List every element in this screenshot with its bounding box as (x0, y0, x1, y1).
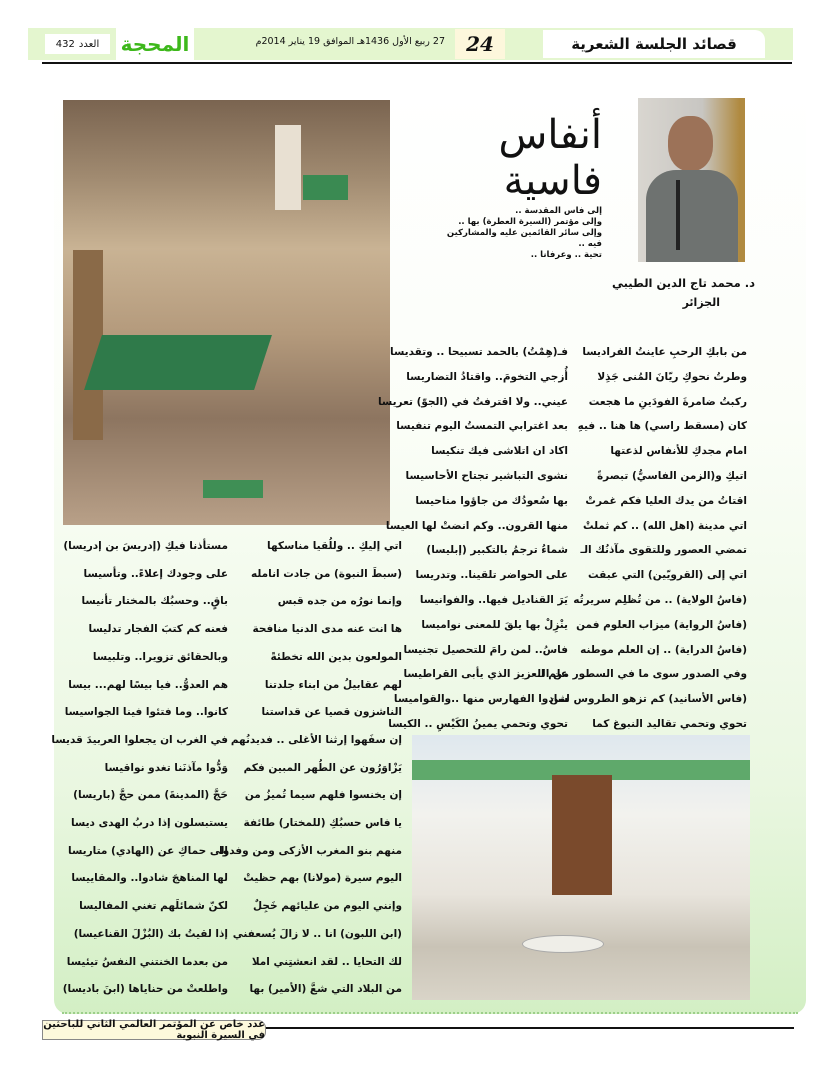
verse-second-hemistich: أُزجي التخومَ.. واقتادُ التضاريسا (406, 370, 568, 383)
green-roof-low (203, 480, 263, 498)
verse-row (413, 544, 747, 564)
verse-second-hemistich: كانوا.. وما فتئوا فينا الجواسيسا (64, 706, 228, 719)
verse-row (413, 495, 747, 515)
verse-first-hemistich: لهم عقابيلُ من ابناء جلدتنا (264, 678, 402, 691)
verse-row (66, 568, 402, 588)
verse-row (385, 519, 747, 540)
dedication-line: وإلى مؤتمر (السيرة العطرة) بها .. (458, 217, 602, 227)
verse-row (403, 668, 747, 688)
dedication-line: إلى فاس المقدسة .. (515, 206, 602, 216)
face-shape (668, 116, 713, 171)
verse-row (403, 643, 747, 664)
verse-second-hemistich: مستأذنا فيكِ (إدريسَ بن إدريسا) (63, 540, 228, 552)
panel-dotted-edge (62, 1008, 798, 1014)
verse-first-hemistich: وإنما نورُه من جده قبس (277, 595, 402, 608)
author-country: الجزائر (682, 296, 720, 309)
footer-label: عدد خاص عن المؤتمر العالمي الثاني للباحثين في السيرة النبوية (43, 1019, 265, 1041)
verse-first-hemistich: كان (مسقط راسي) ها هنا .. فيهِ (577, 420, 747, 433)
verse-second-hemistich: شماءُ ترجمُ بالتكبير (إبليسا) (426, 544, 568, 557)
jacket-shape (646, 170, 738, 262)
verse-first-hemistich: (سبطَ النبوة) من جادت انامله (250, 567, 402, 580)
author-photo (638, 98, 745, 262)
verse-second-hemistich: ينْزِلْ بها يلقَ للمعنى نواميسا (421, 618, 568, 631)
section-title: قصائد الجلسة الشعرية (543, 30, 765, 58)
verse-first-hemistich: وطرتُ نحوكِ ريّانَ المُنى جَذِلا (597, 370, 747, 383)
verse-second-hemistich: اكاد ان اتلاشى فيك تنكيسا (431, 445, 568, 458)
dedication (430, 206, 602, 261)
verse-second-hemistich: يَرَ القناديل فيها.. والفوانيسا (419, 594, 568, 606)
verse-first-hemistich: لك التحايا .. لقد انعشتِني املا (251, 955, 402, 968)
dedication-line: وإلى سائر القائمين عليه والمشاركين فيه .. (446, 228, 602, 249)
verse-first-hemistich: إن يخنسوا فلهم سيما تُميزُ من (244, 789, 402, 802)
verse-first-hemistich: ها انت عنه مدى الدنيا منافحة (252, 623, 402, 636)
verse-second-hemistich: على وجودك إعلاءً.. وتأسيسا (83, 567, 228, 580)
verse-second-hemistich: إلى حماكِ عن (الهادي) متاريسا (68, 844, 228, 857)
issue-date: 27 ربيع الأول 1436هـ الموافق 19 يناير 2014م (255, 36, 445, 47)
verse-first-hemistich: وإنني اليوم من عليائهم خَجِلٌ (253, 900, 402, 913)
verse-second-hemistich: فـ(هِمْتُ) بالحمد تسبيحا .. وتقديسا (390, 346, 568, 358)
green-roof-small (303, 175, 348, 200)
verse-first-hemistich: اتي إليكِ .. وللُقيا مناسكها (267, 540, 402, 552)
verse-second-hemistich: لها المناهجَ شادوا.. والمقاييسا (71, 872, 228, 885)
verse-second-hemistich: فعنه كم كتبَ الفجار تدليسا (88, 623, 228, 636)
wooden-pavilion-shape (552, 775, 612, 895)
verse-row (413, 445, 747, 465)
author-name: د. محمد تاج الدين الطيبي (611, 276, 755, 290)
verse-first-hemistich: وفي الصدور سوى ما في السطور من الـ (538, 668, 747, 681)
verse-row (66, 900, 402, 920)
verse-first-hemistich: من البلاد التي شعَّ (الأمير) بها (249, 983, 402, 996)
verse-first-hemistich: اقتاتُ من يدك العليا فكم غمرتْ (585, 494, 747, 507)
verse-row (66, 789, 402, 809)
verse-second-hemistich: في الغرب ان يجعلوا العربيدَ قديسا (51, 733, 228, 746)
verse-first-hemistich: يا فاس حسبُكِ (للمختار) طائفة (243, 817, 402, 829)
verse-row (51, 733, 402, 754)
verse-first-hemistich: امام مجدكِ للأنفاس لذعتها (610, 445, 747, 458)
verse-row (377, 395, 747, 416)
qarawiyyin-courtyard-photo (412, 735, 750, 1000)
verse-first-hemistich: (فاسُ الولاية) .. من تُظلِم سريرتُه (573, 594, 747, 606)
verse-row (66, 762, 402, 782)
verse-row (66, 595, 402, 615)
verse-first-hemistich: (ابن اللبون) انا .. لا زالَ يُسعفني (232, 927, 402, 940)
verse-second-hemistich: على الحواضر تلقينا.. وتدريسا (415, 569, 568, 582)
verse-second-hemistich: واطلعتْ من حناياها (ابنَ باديسا) (62, 983, 228, 996)
verse-second-hemistich: عيني.. ولا اقترفتُ في (الجوّ) تعريسا (377, 395, 568, 408)
verse-first-hemistich: اتيكِ و(الزمن الفاسيُّ) تبصرةً (596, 470, 747, 482)
verse-second-hemistich: علم العزيز الذي يأبى القراطيسا (403, 668, 568, 681)
verse-row (66, 845, 402, 865)
verse-second-hemistich: حَجَّ (المدينةَ) ممن حجَّ (باريسا) (73, 789, 228, 802)
verse-row (66, 706, 402, 726)
verse-second-hemistich: إذا لقيتُ بك (البُزْلَ القناعيسا) (73, 927, 228, 940)
verse-second-hemistich: منها القرون.. وكم انضتْ لها العيسا (385, 519, 568, 532)
verse-second-hemistich: وبالحقائق تزويرا.. وتلبيسا (92, 650, 228, 663)
verse-second-hemistich: لكنّ شمائلَهم تغني المفاليسا (79, 900, 228, 913)
verse-first-hemistich: المولعون بدين الله تخطئةً (270, 650, 402, 663)
verse-first-hemistich: تحوي وتحمي تقاليد النبوغ كما (592, 718, 747, 730)
verse-second-hemistich: بعد اغترابي التمستُ اليوم تنفيسا (396, 420, 568, 433)
issue-badge (45, 34, 110, 54)
verse-row (406, 370, 747, 391)
verse-first-hemistich: (فاس الأسانيد) كم تزهو الطروس لمن (549, 693, 747, 706)
verse-first-hemistich: (فاسُ الرواية) ميزاب العلوم فمن (576, 618, 747, 631)
verse-first-hemistich: اتي إلى (القرويّين) التي عبقت (588, 569, 747, 582)
verse-first-hemistich: تمضي العصور وللتقوى مآذنُك الـ (580, 544, 747, 557)
verse-first-hemistich: الناشزون قصيا عن قداستنا (261, 706, 402, 719)
footer-rule (262, 1027, 794, 1029)
verse-first-hemistich: يَزْاوَرُون عن الطُهر المبين فكم (243, 761, 402, 774)
verse-row (66, 679, 402, 699)
verse-row (62, 983, 402, 1003)
verse-first-hemistich: منهم بنو المغرب الأزكى ومن وفدوا (219, 844, 402, 857)
verse-first-hemistich: (فاسُ الدراية) .. إن العلم موطنه (580, 643, 747, 656)
verse-row (413, 594, 747, 614)
verse-row (63, 540, 402, 560)
verse-row (66, 956, 402, 976)
header-rule (42, 62, 792, 64)
verse-first-hemistich: من بابكِ الرحبِ عاينتُ الفراديسا (582, 346, 747, 358)
verse-second-hemistich: فاسُ.. لمن رامَ للتحصيل تجنيسا (403, 643, 568, 656)
dedication-line: تحية .. وعرفانا .. (530, 250, 602, 260)
verse-second-hemistich: باقٍ.. وحسبُك بالمختار تأنيسا (81, 595, 228, 608)
magazine-logo: المحجة (116, 28, 194, 60)
verse-second-hemistich: وَدُّوا مآذنَنا تغدو نواقيسا (104, 761, 228, 774)
verse-row (66, 928, 402, 948)
verse-row (405, 470, 747, 490)
microphone-shape (676, 180, 680, 250)
verse-second-hemistich: تحوي وتحمي يمينُ الكَيْسِ .. الكيسا (388, 718, 568, 730)
verse-row (66, 817, 402, 837)
verse-row (390, 346, 747, 366)
fountain-shape (522, 935, 604, 953)
verse-row (413, 569, 747, 589)
green-roof-shape (84, 335, 272, 390)
verse-row (393, 693, 747, 713)
verse-second-hemistich: بها سُعودُك من جاؤوا مناحيسا (415, 494, 568, 507)
verse-row (66, 651, 402, 671)
verse-row (413, 619, 747, 639)
verse-row (66, 623, 402, 643)
verse-second-hemistich: شادوا الفهارس منها ..والقواميسا (393, 693, 568, 706)
verse-first-hemistich: ركبتُ ضامرةَ الفودَينِ ما هجعت (588, 395, 747, 408)
verse-row (66, 872, 402, 892)
verse-second-hemistich: نشوى التباشير تجتاح الأحاسيسا (405, 470, 568, 482)
poem-title: أنفاس فاسية (498, 112, 602, 204)
verse-second-hemistich: من بعدما الخنتني النفسُ تيئيسا (66, 955, 228, 968)
verse-second-hemistich: هم العدوُّ.. فيا بيسًا لهم... بيسا (68, 678, 228, 691)
tower-shape (275, 125, 301, 210)
fez-city-photo (63, 100, 390, 525)
verse-second-hemistich: يستبسلون إذا دربُ الهدى ديسا (70, 817, 228, 829)
issue-number: 432 (55, 38, 75, 50)
verse-row (388, 718, 747, 738)
verse-first-hemistich: إن سفَهوا إرثنا الأغلى .. فديدنُهم (230, 733, 402, 746)
issue-label: العدد (78, 38, 100, 50)
verse-row (396, 420, 747, 440)
verse-first-hemistich: اتي مدينة (اهل الله) .. كم ثملتْ (582, 519, 747, 532)
verse-first-hemistich: اليوم سيرة (مولانا) بهم حظيتْ (243, 872, 402, 885)
page-number: 24 (455, 29, 505, 59)
